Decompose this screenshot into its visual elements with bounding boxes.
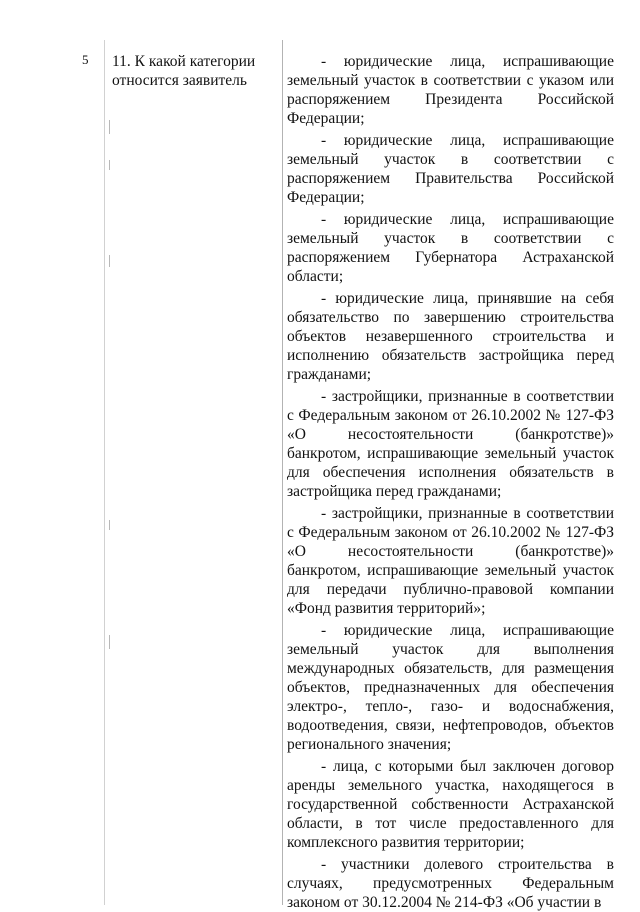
table-border-left <box>104 40 105 905</box>
scan-artifact-mark <box>109 120 110 134</box>
scan-artifact-mark <box>109 520 110 530</box>
applicant-category-item: - лица, с которыми был заключен договор аренды земельного участка, находящегося в государственной собственности Астраханской области, в тот числе предоставленного для комплексного развития территории; <box>287 758 614 851</box>
applicant-category-item: - застройщики, признанные в соответствии с Федеральным законом от 26.10.2002 № 127-ФЗ «О несостоятельности (банкротстве)» банкротом, испрашивающие земельный участок для обеспечения исполнения обязательств в застройщика перед гражданами; <box>287 388 614 500</box>
scan-artifact-mark <box>109 160 110 170</box>
applicant-category-item: - юридические лица, принявшие на себя обязательство по завершению строительства объектов незавершенного строительства и исполнению обязательств застройщика перед гражданами; <box>287 290 614 383</box>
answer-cell <box>287 52 614 912</box>
table-border-middle <box>282 40 283 905</box>
scan-artifact-mark <box>109 635 110 649</box>
scan-artifact-mark <box>109 255 110 267</box>
question-cell: 11. К какой категории относится заявитель <box>112 53 256 89</box>
row-number: 5 <box>82 52 89 67</box>
applicant-category-item: - участники долевого строительства в случаях, предусмотренных Федеральным законом от 30.12.2004 № 214-ФЗ «Об участии в <box>287 856 614 911</box>
applicant-category-item: - застройщики, признанные в соответствии с Федеральным законом от 26.10.2002 № 127-ФЗ «О несостоятельности (банкротстве)» банкротом, испрашивающие земельный участок для передачи публично-правовой компании «Фонд развития территорий»; <box>287 505 614 617</box>
applicant-category-item: - юридические лица, испрашивающие земельный участок в соответствии с указом или распоряжением Президента Российской Федерации; <box>287 53 614 127</box>
applicant-category-item: - юридические лица, испрашивающие земельный участок в соответствии с распоряжением Губернатора Астраханской области; <box>287 211 614 285</box>
applicant-category-item: - юридические лица, испрашивающие земельный участок в соответствии с распоряжением Правительства Российской Федерации; <box>287 132 614 206</box>
applicant-category-item: - юридические лица, испрашивающие земельный участок для выполнения международных обязательств, для размещения объектов, предназначенных для обеспечения электро-, тепло-, газо- и водоснабжения, водоотведения, связи, нефтепроводов, объектов регионального значения; <box>287 622 614 753</box>
